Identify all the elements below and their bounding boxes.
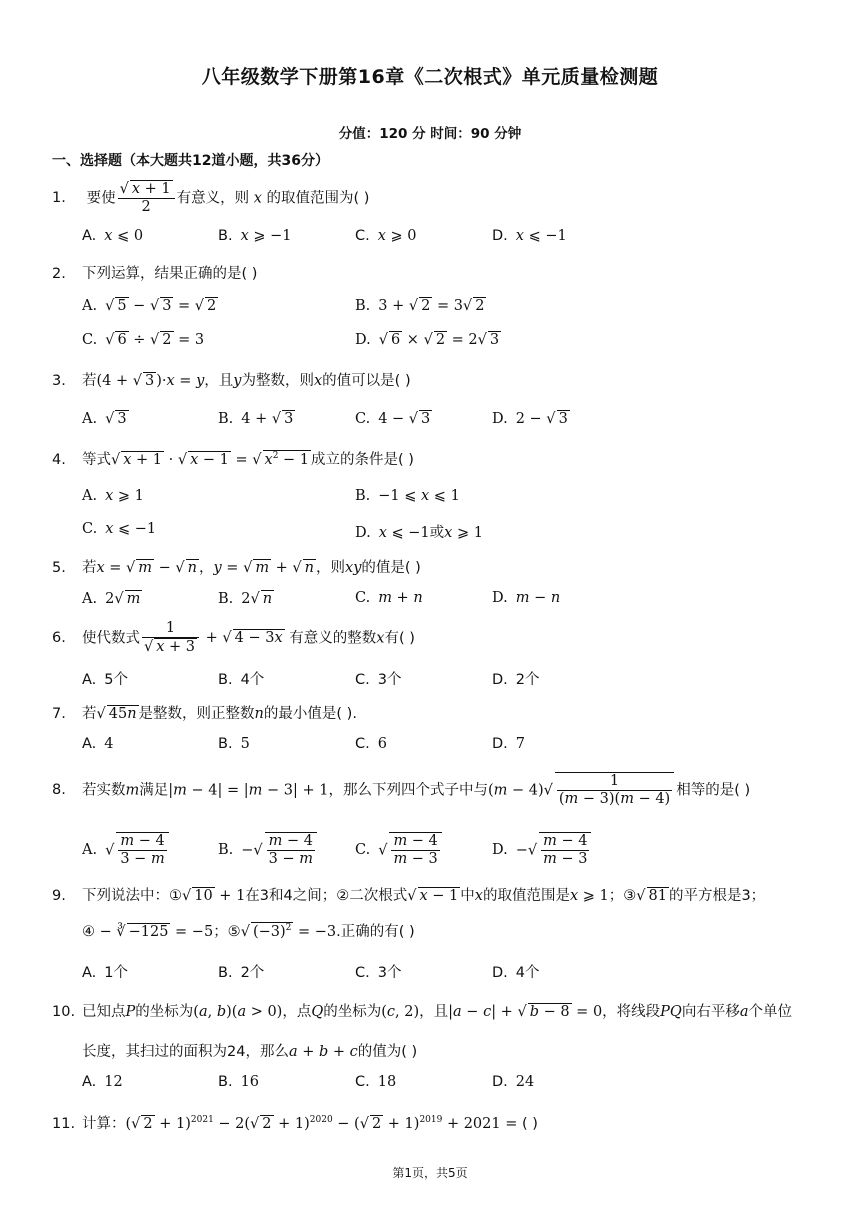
option-c[interactable]: C. 3个 (355, 965, 402, 981)
option-c[interactable]: C. m + n (355, 590, 423, 606)
page-title: 八年级数学下册第16章《二次根式》单元质量检测题 (201, 66, 659, 88)
option-d[interactable]: D. 4个 (492, 965, 540, 981)
option-c[interactable]: C. √ $\frac{m - 4}{m - 3}$ (355, 832, 444, 869)
fraction: $\frac{√ x + 1}{2}$ (118, 180, 175, 217)
question-10-line1: 10. 已知点P的坐标为(a, b)(a > 0)，点Q的坐标为(c, 2)，且|a − c| + √ b − 8 = 0，将线段PQ向右平移a个单位 (52, 1004, 792, 1020)
page-footer: 第1页，共5页 (392, 1166, 468, 1180)
option-a[interactable]: A. x ⩽ 0 (82, 228, 144, 244)
option-b[interactable]: B. 2√ n (218, 591, 273, 607)
question-4: 4. 等式√ x + 1 · √ x − 1 = √ $x^2 - 1$ 成立的条件是( ) (52, 451, 414, 468)
option-b[interactable]: B. 2个 (218, 965, 265, 981)
question-1: 1. 要使 $\frac{√ x + 1}{2}$ 有意义，则 x 的取值范围为( ) (52, 181, 370, 216)
option-d[interactable]: D. −√ $\frac{m - 4}{m - 3}$ (492, 832, 593, 869)
option-a[interactable]: A. 2√ m (82, 591, 141, 607)
option-d[interactable]: D. m − n (492, 590, 561, 606)
option-d[interactable]: D. 24 (492, 1074, 535, 1090)
option-c[interactable]: C. 6 (355, 736, 387, 752)
option-b[interactable]: B. 4 + √ 3 (218, 411, 294, 427)
question-10-line2: 长度，其扫过的面积为24，那么a + b + c的值为( ) (82, 1044, 418, 1060)
option-b[interactable]: B. 3 + √ 2 = 3√ 2 (355, 298, 485, 314)
option-a[interactable]: A. √ 3 (82, 411, 127, 427)
option-b[interactable]: B. −√ $\frac{m - 4}{3 - m}$ (218, 832, 319, 869)
option-d[interactable]: D. x ⩽ −1或x ⩾ 1 (355, 525, 483, 541)
option-c[interactable]: C. 18 (355, 1074, 397, 1090)
option-a[interactable]: A. 1个 (82, 965, 129, 981)
option-d[interactable]: D. 2个 (492, 672, 540, 688)
question-9-line2: ④ − ∛ −125 = −5；⑤√ $(-3)^2 = -3$.正确的有( ) (82, 923, 415, 940)
option-b[interactable]: B. 16 (218, 1074, 260, 1090)
option-c[interactable]: C. x ⩽ −1 (82, 521, 157, 537)
option-b[interactable]: B. −1 ⩽ x ⩽ 1 (355, 488, 460, 504)
option-a[interactable]: A. √ $\frac{m - 4}{3 - m}$ (82, 832, 171, 869)
section-heading: 一、选择题（本大题共12道小题，共36分） (52, 153, 329, 169)
question-11: 11. 计算：(√ 2 + 1)$^{2021}$ − 2(√ 2 + 1)$^{2020}$ − (√ 2 + 1)$^{2019}$ + 2021 = ( ) (52, 1115, 538, 1132)
question-6: 6. 使代数式 $\frac{1}{√ x + 3}$ + √ 4 − 3x 有意义的整数x有( ) (52, 620, 415, 656)
option-c[interactable]: C. x ⩾ 0 (355, 228, 417, 244)
question-2: 2. 下列运算，结果正确的是( ) (52, 266, 258, 282)
option-a[interactable]: A. 12 (82, 1074, 123, 1090)
option-a[interactable]: A. √ 5 − √ 3 = √ 2 (82, 298, 217, 314)
question-8: 8. 若实数m满足|m − 4| = |m − 3| + 1，那么下列四个式子中与(m − 4)√ $\frac{1}{(m - 3)(m - 4)}$ 相等的是( ) (52, 773, 751, 808)
option-b[interactable]: B. x ⩾ −1 (218, 228, 292, 244)
option-a[interactable]: A. x ⩾ 1 (82, 488, 144, 504)
option-d[interactable]: D. √ 6 × √ 2 = 2√ 3 (355, 332, 500, 348)
option-c[interactable]: C. √ 6 ÷ √ 2 = 3 (82, 332, 205, 348)
question-7: 7. 若√ 45n 是整数，则正整数n的最小值是( ). (52, 706, 357, 722)
question-9-line1: 9. 下列说法中：①√ 10 + 1在3和4之间；②二次根式√ x − 1 中x的取值范围是x ⩾ 1；③√ 81 的平方根是3； (52, 888, 766, 904)
exam-meta: 分值：120 分 时间：90 分钟 (338, 126, 522, 142)
option-a[interactable]: A. 5个 (82, 672, 129, 688)
option-d[interactable]: D. 2 − √ 3 (492, 411, 568, 427)
option-a[interactable]: A. 4 (82, 736, 114, 752)
option-d[interactable]: D. 7 (492, 736, 526, 752)
option-d[interactable]: D. x ⩽ −1 (492, 228, 567, 244)
question-5: 5. 若x = √ m − √ n ，y = √ m + √ n ，则xy的值是( ) (52, 560, 421, 576)
question-3: 3. 若(4 + √ 3 )·x = y，且y为整数，则x的值可以是( ) (52, 373, 411, 389)
option-c[interactable]: C. 3个 (355, 672, 402, 688)
option-c[interactable]: C. 4 − √ 3 (355, 411, 431, 427)
question-number: 1. (52, 190, 66, 207)
option-b[interactable]: B. 5 (218, 736, 250, 752)
option-b[interactable]: B. 4个 (218, 672, 265, 688)
